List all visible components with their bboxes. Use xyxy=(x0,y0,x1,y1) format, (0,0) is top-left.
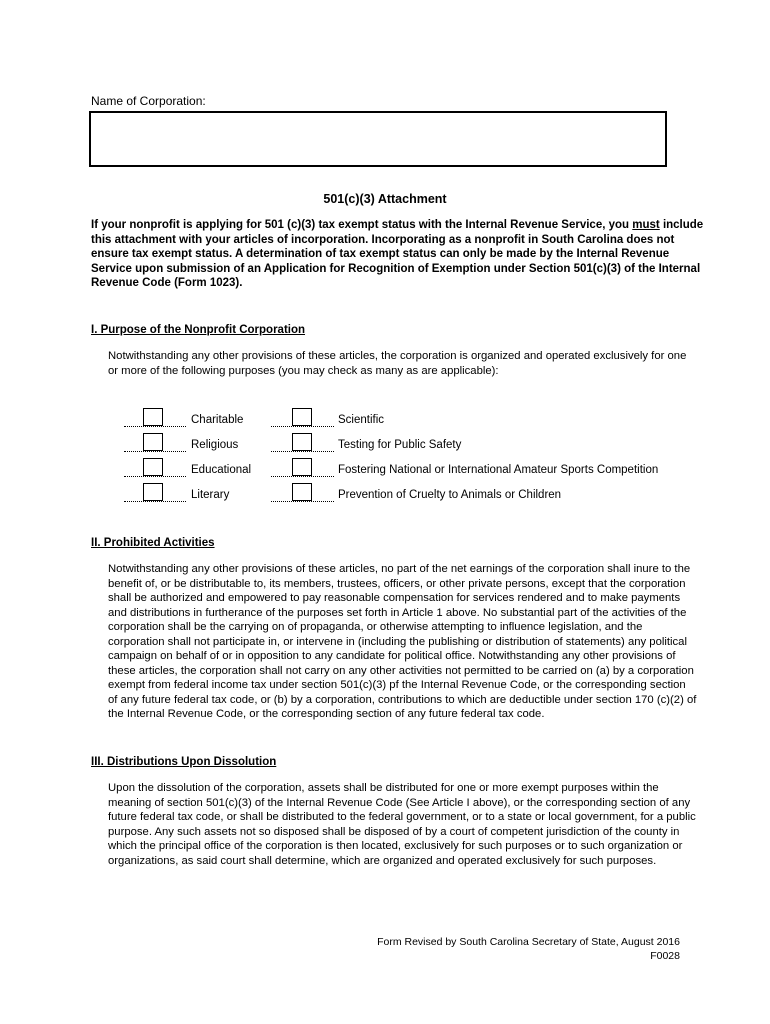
purpose-option-label: Literary xyxy=(191,489,230,501)
purpose-option-label: Testing for Public Safety xyxy=(338,439,462,451)
checkbox[interactable] xyxy=(143,458,163,476)
intro-text-end: include this attachment with your articles of incorporation. Incorporating as a nonprofit in South Carolina does not ensure tax exempt status. A determination of tax exempt status can only be made by the Internal Revenue Service upon submission of an Application for Recognition of Exemption under Section 501(c)(3) of the Internal Revenue Code (Form 1023). xyxy=(91,219,704,290)
intro-paragraph xyxy=(91,218,711,291)
intro-text-start: If your nonprofit is applying for 501 (c)(3) tax exempt status with the Internal Revenue Service, you xyxy=(91,219,633,231)
checkbox-underline xyxy=(124,501,186,502)
checkbox[interactable] xyxy=(292,433,312,451)
form-number: F0028 xyxy=(650,950,680,962)
name-of-corporation-value xyxy=(91,113,665,121)
page-title: 501(c)(3) Attachment xyxy=(323,192,447,206)
section-prohibited-text: Notwithstanding any other provisions of these articles, no part of the net earnings of the corporation shall inure to the benefit of, or be distributable to, its members, trustees, officers, or other private persons, except that the corporation shall be authorized and empowered to pay reasonable compensation for services rendered and to make payments and distributions in furtherance of the purposes set forth in Article 1 above. No substantial part of the activities of the corporation shall be the carrying on of propaganda, or otherwise attempting to influence legislation, and the corporation shall not participate in, or intervene in (including the publishing or distribution of statements) any political campaign on behalf of or in opposition to any candidate for political office. Notwithstanding any other provisions of these articles, the corporation shall not carry on any other activities not permitted to be carried on (a) by a corporation exempt from federal income tax under section 501(c)(3) pf the Internal Revenue Code, or the corresponding section of any future federal tax code, or (b) by a corporation, contributions to which are deductible under section 170 (c)(2) of the Internal Revenue Code, or the corresponding section of any future federal tax code. xyxy=(108,563,697,720)
checkbox[interactable] xyxy=(292,458,312,476)
checkbox-underline xyxy=(271,501,334,502)
purpose-option-label: Educational xyxy=(191,464,252,476)
checkbox[interactable] xyxy=(143,483,163,501)
name-of-corporation-field[interactable] xyxy=(89,111,667,167)
purpose-option-label: Religious xyxy=(191,439,239,451)
intro-emphasis: must xyxy=(632,219,660,231)
checkbox[interactable] xyxy=(143,433,163,451)
checkbox-underline xyxy=(124,426,186,427)
purpose-option-label: Scientific xyxy=(338,414,385,426)
checkbox[interactable] xyxy=(292,483,312,501)
section-purpose-text: Notwithstanding any other provisions of these articles, the corporation is organized and operated exclusively for one or more of the following purposes (you may check as many as are applicable): xyxy=(108,350,687,377)
checkbox-underline xyxy=(271,451,334,452)
section-purpose-heading: I. Purpose of the Nonprofit Corporation xyxy=(91,324,306,336)
purpose-option-label: Prevention of Cruelty to Animals or Children xyxy=(338,489,562,501)
purpose-option-label: Fostering National or International Amateur Sports Competition xyxy=(338,464,659,476)
checkbox-underline xyxy=(124,451,186,452)
form-footer xyxy=(377,935,680,963)
checkbox[interactable] xyxy=(143,408,163,426)
checkbox-underline xyxy=(124,476,186,477)
form-revision-note: Form Revised by South Carolina Secretary of State, August 2016 xyxy=(377,936,680,948)
section-prohibited-heading: II. Prohibited Activities xyxy=(91,537,215,549)
name-of-corporation-label: Name of Corporation: xyxy=(91,94,206,108)
checkbox[interactable] xyxy=(292,408,312,426)
section-dissolution-text: Upon the dissolution of the corporation, assets shall be distributed for one or more exempt purposes within the meaning of section 501(c)(3) of the Internal Revenue Code (See Article I above), or the corresponding section of any future federal tax code, or shall be distributed to the federal government, or to a state or local government, for a public purpose. Any such assets not so disposed shall be disposed of by a court of competent jurisdiction of the county in which the principal office of the corporation is then located, exclusively for such purposes or to such organization or organizations, as said court shall determine, which are organized and operated exclusively for such purposes. xyxy=(108,782,696,867)
checkbox-underline xyxy=(271,476,334,477)
checkbox-underline xyxy=(271,426,334,427)
section-dissolution-heading: III. Distributions Upon Dissolution xyxy=(91,756,277,768)
purpose-option-label: Charitable xyxy=(191,414,244,426)
